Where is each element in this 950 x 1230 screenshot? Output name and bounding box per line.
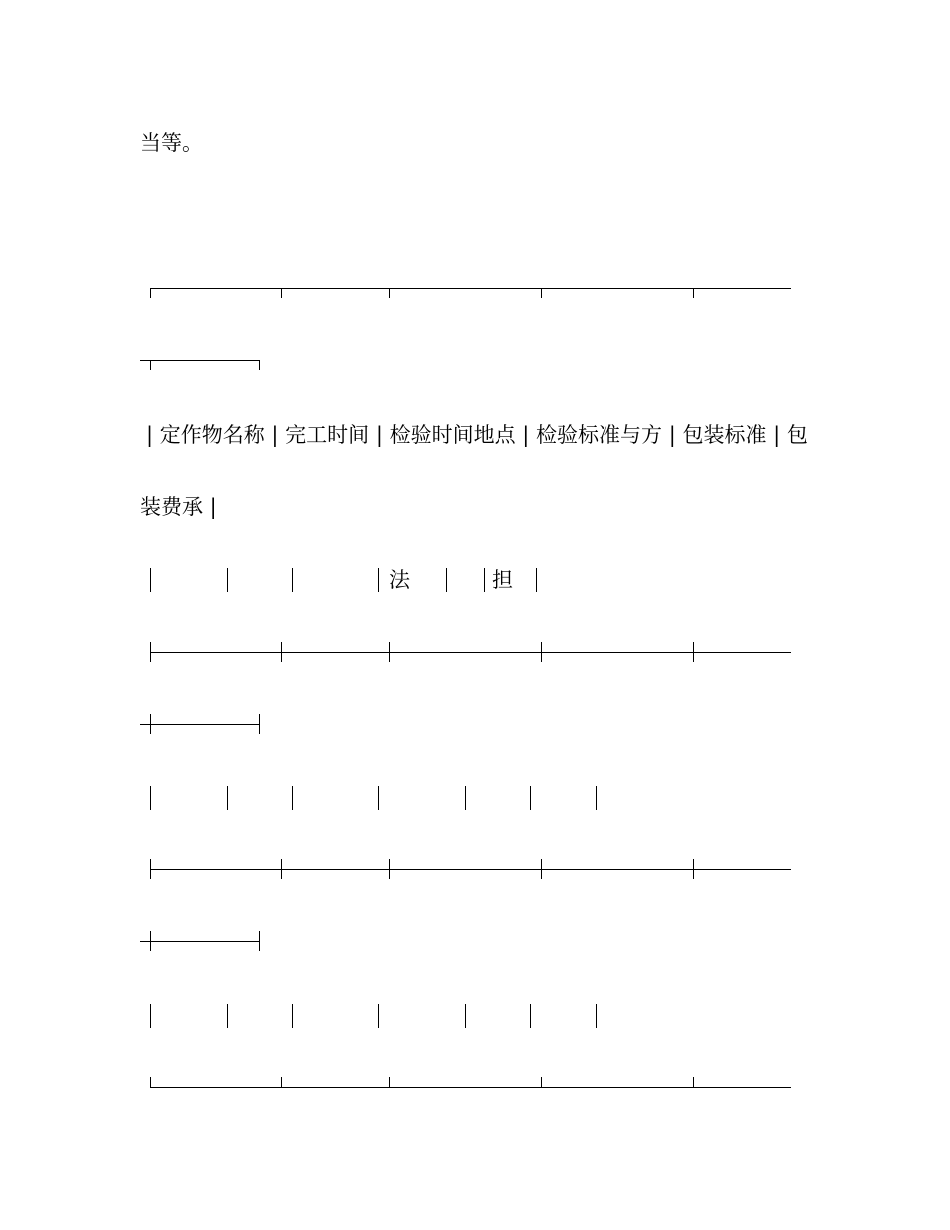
cell-divider xyxy=(378,568,379,592)
cell-divider xyxy=(378,1004,379,1028)
row-separator-tick xyxy=(150,931,151,951)
header-cont-fa: 法 xyxy=(389,568,410,592)
cell-divider xyxy=(292,786,293,810)
row-separator-wrap xyxy=(140,941,259,942)
row-separator-tick xyxy=(150,859,151,879)
cell-divider xyxy=(150,1004,151,1028)
table-header-line1: | 定作物名称 | 完工时间 | 检验时间地点 | 检验标准与方 | 包装标准 | 包 xyxy=(146,423,808,447)
row-separator-tick xyxy=(541,859,542,879)
table-border-tick xyxy=(693,288,694,298)
cell-divider xyxy=(227,1004,228,1028)
table-border-tick xyxy=(389,288,390,298)
cell-divider xyxy=(150,786,151,810)
row-separator xyxy=(150,652,791,653)
table-border-tick xyxy=(259,360,260,370)
cell-divider xyxy=(596,1004,597,1028)
table-top-border xyxy=(150,288,791,289)
row-separator-wrap xyxy=(140,724,259,725)
cell-divider xyxy=(530,786,531,810)
cell-divider xyxy=(292,1004,293,1028)
table-border-tick xyxy=(150,288,151,298)
cell-divider xyxy=(446,568,447,592)
cell-divider xyxy=(530,1004,531,1028)
cell-divider xyxy=(465,1004,466,1028)
row-separator-tick xyxy=(389,642,390,662)
cell-divider xyxy=(227,568,228,592)
table-border-tick xyxy=(541,288,542,298)
table-top-border-wrap xyxy=(140,360,259,361)
row-separator-tick xyxy=(281,859,282,879)
row-separator-tick xyxy=(541,642,542,662)
table-border-tick xyxy=(389,1077,390,1087)
cell-divider xyxy=(378,786,379,810)
cell-divider xyxy=(536,568,537,592)
cell-divider xyxy=(596,786,597,810)
cell-divider xyxy=(292,568,293,592)
row-separator-tick xyxy=(693,859,694,879)
table-border-tick xyxy=(281,1077,282,1087)
table-header-line2: 装费承 | xyxy=(140,495,217,519)
table-border-tick xyxy=(281,288,282,298)
row-separator-tick xyxy=(281,642,282,662)
row-separator-tick xyxy=(259,714,260,734)
table-bottom-border xyxy=(150,1087,791,1088)
cell-divider xyxy=(227,786,228,810)
table-border-tick xyxy=(541,1077,542,1087)
cell-divider xyxy=(465,786,466,810)
row-separator xyxy=(150,869,791,870)
table-border-tick xyxy=(150,360,151,370)
row-separator-tick xyxy=(150,714,151,734)
cell-divider xyxy=(484,568,485,592)
cell-divider xyxy=(150,568,151,592)
row-separator-tick xyxy=(259,931,260,951)
row-separator-tick xyxy=(389,859,390,879)
row-separator-tick xyxy=(693,642,694,662)
header-cont-dan: 担 xyxy=(492,568,513,592)
table-border-tick xyxy=(150,1077,151,1087)
row-separator-tick xyxy=(150,642,151,662)
table-border-tick xyxy=(693,1077,694,1087)
intro-text: 当等。 xyxy=(140,131,203,155)
